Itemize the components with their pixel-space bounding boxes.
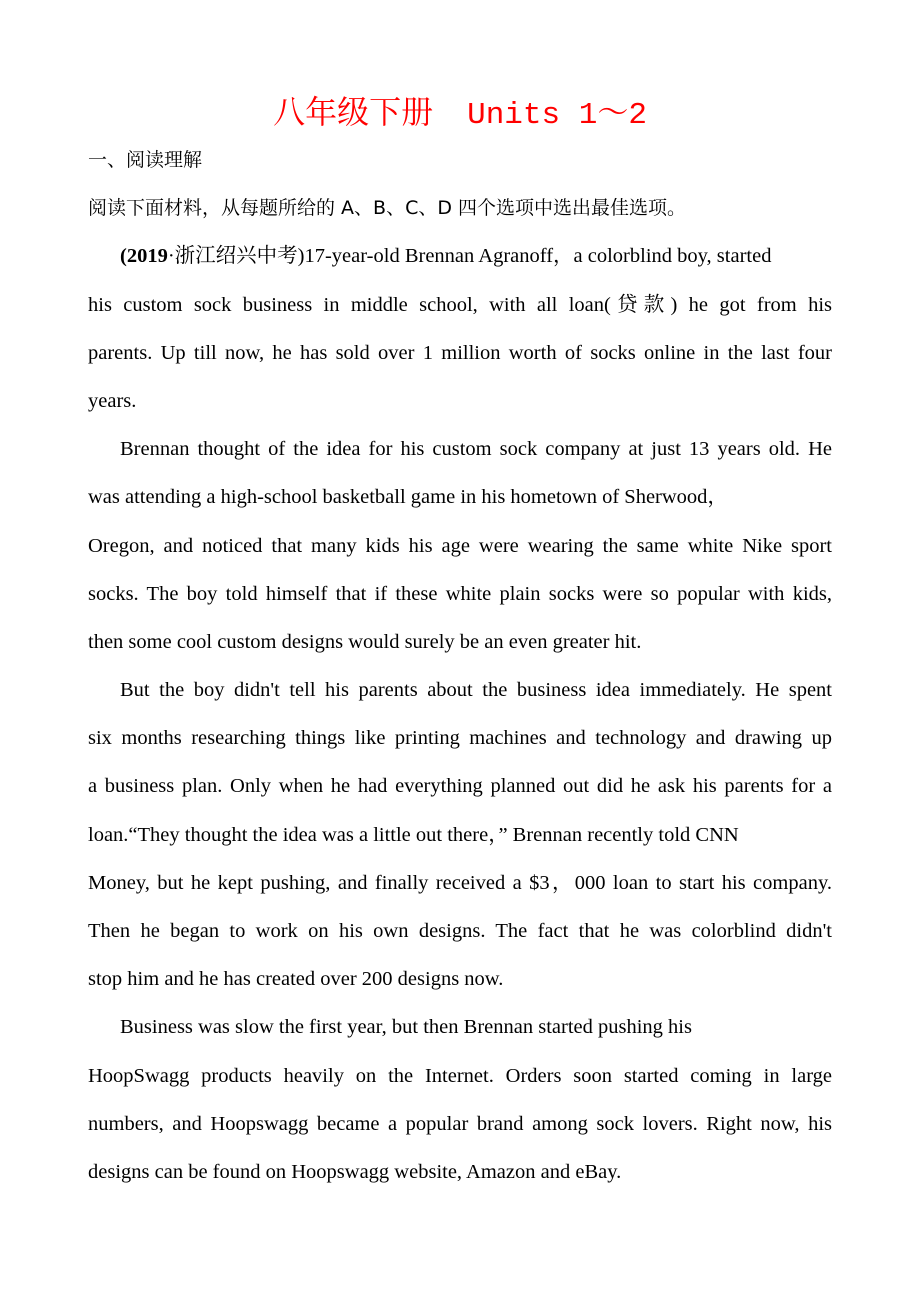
- paragraph-line: six months researching things like printing machines and technology and drawing up: [88, 727, 832, 750]
- paragraph: [88, 1003, 832, 1196]
- paragraph-line: HoopSwagg products heavily on the Internet. Orders soon started coming in large: [88, 1064, 832, 1087]
- paragraph-line: socks. The boy told himself that if these white plain socks were so popular with kids,: [88, 582, 832, 605]
- paragraph-line: then some cool custom designs would surely be an even greater hit.: [88, 630, 642, 653]
- document-body: [88, 136, 832, 1196]
- section-heading: 一、阅读理解: [88, 149, 203, 171]
- paragraph-line: parents. Up till now, he has sold over 1 million worth of socks online in the last four: [88, 341, 832, 364]
- paragraph-line: Money, but he kept pushing, and finally received a $3，000 loan to start his company.: [88, 871, 832, 894]
- paragraph-line: was attending a high-school basketball game in his hometown of Sherwood，: [88, 486, 728, 509]
- reading-passage: [88, 232, 832, 1196]
- paragraph: [88, 232, 832, 425]
- paragraph-line: numbers, and Hoopswagg became a popular brand among sock lovers. Right now, his: [88, 1112, 832, 1135]
- paragraph-line: years.: [88, 389, 137, 412]
- source-place: ·浙江绍兴中考): [167, 245, 305, 268]
- paragraph-line: loan.“They thought the idea was a little out there，” Brennan recently told CNN: [88, 823, 739, 846]
- paragraph: [88, 666, 832, 1003]
- paragraph: [88, 425, 832, 666]
- paragraph-line: designs can be found on Hoopswagg website, Amazon and eBay.: [88, 1160, 622, 1183]
- paragraph-line: a business plan. Only when he had everything planned out did he ask his parents for a: [88, 775, 832, 798]
- source-year: (2019: [120, 245, 168, 268]
- paragraph-line: Oregon, and noticed that many kids his age were wearing the same white Nike sport: [88, 534, 832, 557]
- paragraph-line: stop him and he has created over 200 designs now.: [88, 968, 504, 991]
- line-text: 17-year-old Brennan Agranoff，a colorblind boy, started: [304, 245, 772, 268]
- paragraph-line: Brennan thought of the idea for his custom sock company at just 13 years old. He: [120, 438, 832, 461]
- paragraph-line: his custom sock business in middle school, with all loan(贷款) he got from his: [88, 293, 832, 316]
- title-chinese: 八年级下册: [273, 93, 434, 131]
- paragraph-line: But the boy didn't tell his parents about the business idea immediately. He spent: [120, 679, 832, 702]
- paragraph-line: [88, 232, 832, 280]
- page-title: [0, 88, 920, 140]
- instructions: 阅读下面材料，从每题所给的 A、B、C、D 四个选项中选出最佳选项。: [88, 197, 687, 220]
- paragraph-line: Business was slow the first year, but then Brennan started pushing his: [120, 1016, 692, 1039]
- paragraph-line: Then he began to work on his own designs. The fact that he was colorblind didn't: [88, 920, 832, 942]
- title-units: Units 1～2: [467, 98, 647, 133]
